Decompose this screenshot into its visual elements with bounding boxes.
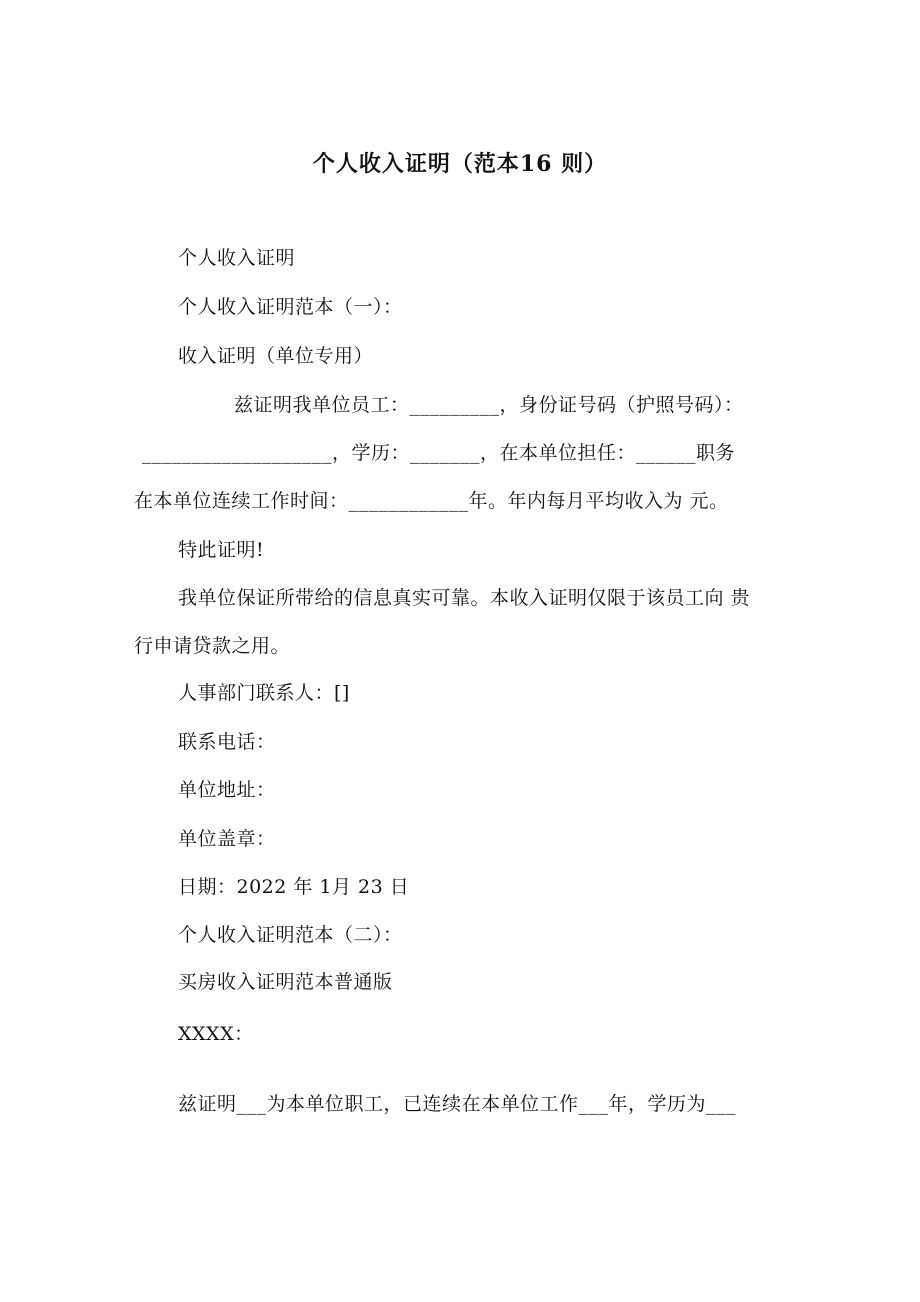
paragraph-line: 兹证明___为本单位职工，已连续在本单位工作___年，学历为___: [178, 1093, 737, 1115]
paragraph-line: ___________________，学历：_______，在本单位担任：______职务: [142, 442, 736, 464]
hr-contact-line: 人事部门联系人：[]: [178, 682, 350, 704]
paragraph-line: 我单位保证所带给的信息真实可靠。本收入证明仅限于该员工向 贵: [178, 587, 751, 609]
sample-two-heading: 个人收入证明范本（二）：: [178, 924, 403, 946]
address-line: 单位地址：: [178, 779, 276, 801]
paragraph-line: 在本单位连续工作时间：____________年。年内每月平均收入为 元。: [134, 490, 729, 512]
date-line: 日期：2022 年 1月 23 日: [178, 876, 410, 898]
heading-income-certificate: 个人收入证明: [178, 247, 296, 269]
phone-line: 联系电话：: [178, 731, 276, 753]
addressee-line: XXXX：: [178, 1023, 254, 1045]
house-purchase-heading: 买房收入证明范本普通版: [178, 971, 393, 993]
paragraph-line: 行申请贷款之用。: [134, 635, 291, 657]
paragraph-line: 兹证明我单位员工：_________，身份证号码（护照号码）：: [234, 394, 744, 416]
unit-use-heading: 收入证明（单位专用）: [178, 345, 374, 367]
document-title: 个人收入证明（范本16 则）: [312, 151, 608, 177]
certify-line: 特此证明!: [178, 539, 265, 561]
seal-line: 单位盖章：: [178, 828, 276, 850]
sample-one-heading: 个人收入证明范本（一）：: [178, 296, 403, 318]
